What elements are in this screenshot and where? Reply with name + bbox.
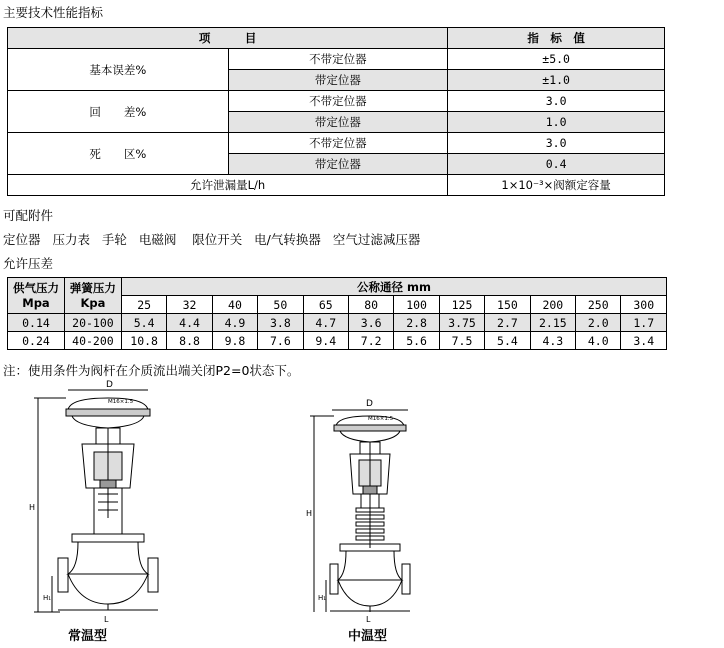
dn-cell: 32 xyxy=(167,296,212,314)
outlet-flange xyxy=(148,558,158,592)
dn-cell: 250 xyxy=(576,296,621,314)
value-cell: 2.15 xyxy=(530,314,575,332)
stem-connector xyxy=(363,486,377,494)
diaphragm-bottom xyxy=(72,416,144,428)
drawing-caption-normal: 常温型 xyxy=(68,629,108,644)
thread-label: M16×1.5 xyxy=(108,399,134,405)
value-cell: 9.8 xyxy=(212,332,257,350)
accessory-item: 电/气转换器 xyxy=(254,232,321,247)
value-cell: 4.4 xyxy=(167,314,212,332)
valve-drawing-medium xyxy=(300,378,460,628)
value-cell: 5.4 xyxy=(485,332,530,350)
dim-h1-label: H₁ xyxy=(43,594,52,602)
spec-sub-label: 带定位器 xyxy=(228,112,448,133)
spring-cell: 20-100 xyxy=(64,314,121,332)
value-cell: 7.5 xyxy=(439,332,484,350)
stem-connector xyxy=(100,480,116,488)
value-cell: 5.6 xyxy=(394,332,439,350)
spec-table xyxy=(7,27,665,196)
spec-header-value: 指 标 值 xyxy=(448,28,665,49)
dn-cell: 150 xyxy=(485,296,530,314)
dim-l-label: L xyxy=(104,615,109,624)
thread-label: M16×1.5 xyxy=(368,416,394,422)
value-cell: 10.8 xyxy=(121,332,166,350)
spec-value: 3.0 xyxy=(448,133,665,154)
value-cell: 2.7 xyxy=(485,314,530,332)
dn-cell: 50 xyxy=(258,296,303,314)
dim-d-label: D xyxy=(366,399,373,409)
value-cell: 1.7 xyxy=(621,314,667,332)
spec-value: ±1.0 xyxy=(448,70,665,91)
accessory-item: 压力表 xyxy=(52,232,90,247)
value-cell: 4.3 xyxy=(530,332,575,350)
dim-h-label: H xyxy=(29,503,36,512)
value-cell: 2.0 xyxy=(576,314,621,332)
spec-leakage-value: 1×10⁻³×阀额定容量 xyxy=(448,175,665,196)
body-lower xyxy=(68,574,148,604)
usage-note: 注：使用条件为阀杆在介质流出端关闭P2=0状态下。 xyxy=(3,363,300,378)
dn-cell: 40 xyxy=(212,296,257,314)
dn-cell: 25 xyxy=(121,296,166,314)
value-cell: 4.9 xyxy=(212,314,257,332)
value-cell: 2.8 xyxy=(394,314,439,332)
value-cell: 3.8 xyxy=(258,314,303,332)
value-cell: 8.8 xyxy=(167,332,212,350)
valve-drawing-normal xyxy=(20,378,180,628)
spring-cell: 40-200 xyxy=(64,332,121,350)
value-cell: 3.6 xyxy=(348,314,393,332)
diaphragm-flange xyxy=(66,409,150,416)
dim-h-label: H xyxy=(306,509,313,518)
dn-cell: 200 xyxy=(530,296,575,314)
diaphragm-bottom xyxy=(340,431,400,442)
inlet-flange xyxy=(58,558,68,592)
accessory-item: 空气过滤减压器 xyxy=(332,232,421,247)
drawing-caption-medium: 中温型 xyxy=(348,629,388,644)
diaphragm-flange xyxy=(334,425,406,431)
spec-sub-label: 不带定位器 xyxy=(228,133,448,154)
spec-group-label: 基本误差% xyxy=(8,49,229,91)
spec-group-label: 死 区% xyxy=(8,133,229,175)
value-cell: 4.7 xyxy=(303,314,348,332)
dn-cell: 80 xyxy=(348,296,393,314)
pressure-title: 允许压差 xyxy=(3,256,54,271)
dn-cell: 100 xyxy=(394,296,439,314)
spec-value: 3.0 xyxy=(448,91,665,112)
accessory-item: 限位开关 xyxy=(192,232,243,247)
accessory-item: 手轮 xyxy=(101,232,127,247)
outlet-flange xyxy=(402,564,410,594)
supply-cell: 0.14 xyxy=(8,314,65,332)
dn-cell: 125 xyxy=(439,296,484,314)
accessory-item: 电磁阀 xyxy=(138,232,177,247)
value-cell: 5.4 xyxy=(121,314,166,332)
spec-value: 0.4 xyxy=(448,154,665,175)
value-cell: 3.75 xyxy=(439,314,484,332)
table-row xyxy=(8,332,667,350)
col-supply-header: 供气压力 Mpa xyxy=(8,278,65,314)
dn-cell: 65 xyxy=(303,296,348,314)
valve-body xyxy=(338,551,402,580)
spec-sub-label: 带定位器 xyxy=(228,70,448,91)
body-upper-flange xyxy=(72,534,144,542)
pressure-table xyxy=(7,277,667,350)
spec-sub-label: 带定位器 xyxy=(228,154,448,175)
value-cell: 7.2 xyxy=(348,332,393,350)
table-row xyxy=(8,314,667,332)
dn-header: 公称通径 mm xyxy=(121,278,666,296)
dim-l-label: L xyxy=(366,615,371,624)
valve-body xyxy=(68,542,148,574)
body-lower xyxy=(338,580,402,606)
spec-value: 1.0 xyxy=(448,112,665,133)
spec-header-item: 项 目 xyxy=(8,28,448,49)
value-cell: 4.0 xyxy=(576,332,621,350)
spec-leakage-label: 允许泄漏量L/h xyxy=(8,175,448,196)
dn-cell: 300 xyxy=(621,296,667,314)
spec-sub-label: 不带定位器 xyxy=(228,49,448,70)
value-cell: 9.4 xyxy=(303,332,348,350)
accessories-title: 可配附件 xyxy=(3,208,54,223)
accessories-list xyxy=(3,230,420,248)
value-cell: 3.4 xyxy=(621,332,667,350)
dim-h1-label: H₁ xyxy=(318,594,327,602)
value-cell: 7.6 xyxy=(258,332,303,350)
inlet-flange xyxy=(330,564,338,594)
col-spring-header: 弹簧压力 Kpa xyxy=(64,278,121,314)
spec-group-label: 回 差% xyxy=(8,91,229,133)
supply-cell: 0.24 xyxy=(8,332,65,350)
spec-sub-label: 不带定位器 xyxy=(228,91,448,112)
spec-value: ±5.0 xyxy=(448,49,665,70)
spec-title: 主要技术性能指标 xyxy=(3,5,104,20)
dim-d-label: D xyxy=(106,380,113,390)
accessory-item: 定位器 xyxy=(3,232,41,247)
